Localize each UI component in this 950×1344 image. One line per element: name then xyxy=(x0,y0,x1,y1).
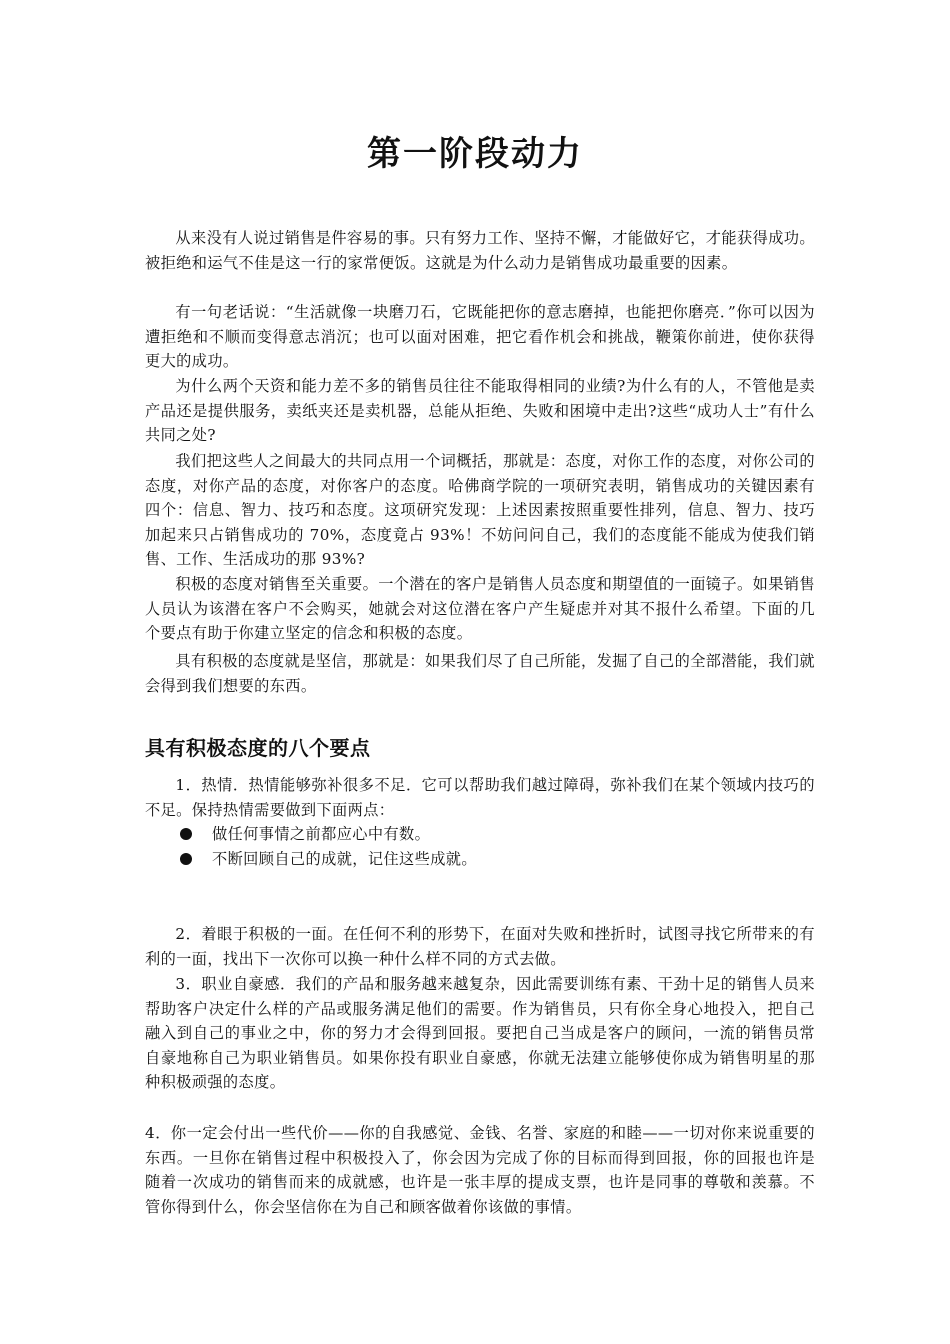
point-4-paragraph: 4．你一定会付出一些代价——你的自我感觉、金钱、名誉、家庭的和睦——一切对你来说重要的东西。一旦你在销售过程中积极投入了，你会因为完成了你的目标而得到回报，你的回报也许是随着一次成功的销售而来的成就感，也许是一张丰厚的提成支票，也许是同事的尊敬和羡慕。不管你得到什么，你会坚信你在为自己和顾客做着你该做的事情。 xyxy=(145,1124,815,1216)
bullet-item xyxy=(180,847,800,872)
bullet-text: 做任何事情之前都应心中有数。 xyxy=(212,825,431,843)
point-2-paragraph: 2．着眼于积极的一面。在任何不利的形势下，在面对失败和挫折时，试图寻找它所带来的有利的一面，找出下一次你可以换一种什么样不同的方式去做。 xyxy=(145,925,815,968)
intro-paragraph-6: 具有积极的态度就是坚信，那就是：如果我们尽了自己所能，发掘了自己的全部潜能，我们就会得到我们想要的东西。 xyxy=(145,652,815,695)
point-1-paragraph: 1．热情．热情能够弥补很多不足．它可以帮助我们越过障碍，弥补我们在某个领域内技巧的不足。保持热情需要做到下面两点： xyxy=(145,776,815,819)
section-heading: 具有积极态度的八个要点 xyxy=(145,736,371,760)
page-title: 第一阶段动力 xyxy=(367,134,583,174)
bullet-text: 不断回顾自己的成就，记住这些成就。 xyxy=(212,850,477,868)
point-3-paragraph: 3．职业自豪感．我们的产品和服务越来越复杂，因此需要训练有素、干劲十足的销售人员来帮助客户决定什么样的产品或服务满足他们的需要。作为销售员，只有你全身心地投入，把自己融入到自己的事业之中，你的努力才会得到回报。要把自己当成是客户的顾问，一流的销售员常自豪地称自己为职业销售员。如果你投有职业自豪感，你就无法建立能够使你成为销售明星的那种积极顽强的态度。 xyxy=(145,975,815,1092)
intro-paragraph-2: 有一句老话说：“生活就像一块磨刀石，它既能把你的意志磨掉，也能把你磨亮．”你可以因为遭拒绝和不顺而变得意志消沉；也可以面对困难，把它看作机会和挑战，鞭策你前进，使你获得更大的成功。 xyxy=(145,303,815,371)
bullet-item xyxy=(180,822,800,847)
intro-paragraph-4: 我们把这些人之间最大的共同点用一个词概括，那就是：态度，对你工作的态度，对你公司的态度，对你产品的态度，对你客户的态度。哈佛商学院的一项研究表明，销售成功的关键因素有四个：信息、智力、技巧和态度。这项研究发现：上述因素按照重要性排列，信息、智力、技巧加起来只占销售成功的 70%，态度竟占 93%！不妨问问自己，我们的态度能不能成为使我们销售、工作、生活成功的那 93%? xyxy=(145,452,815,569)
bullet-dot-icon xyxy=(180,853,192,865)
intro-paragraph-5: 积极的态度对销售至关重要。一个潜在的客户是销售人员态度和期望值的一面镜子。如果销售人员认为该潜在客户不会购买，她就会对这位潜在客户产生疑虑并对其不报什么希望。下面的几个要点有助于你建立坚定的信念和积极的态度。 xyxy=(145,575,815,643)
intro-paragraph-3: 为什么两个天资和能力差不多的销售员往往不能取得相同的业绩?为什么有的人，不管他是卖产品还是提供服务，卖纸夹还是卖机器，总能从拒绝、失败和困境中走出?这些“成功人士”有什么共同之处? xyxy=(145,377,815,445)
bullet-dot-icon xyxy=(180,828,192,840)
intro-paragraph-1: 从来没有人说过销售是件容易的事。只有努力工作、坚持不懈，才能做好它，才能获得成功。被拒绝和运气不佳是这一行的家常便饭。这就是为什么动力是销售成功最重要的因素。 xyxy=(145,229,815,272)
